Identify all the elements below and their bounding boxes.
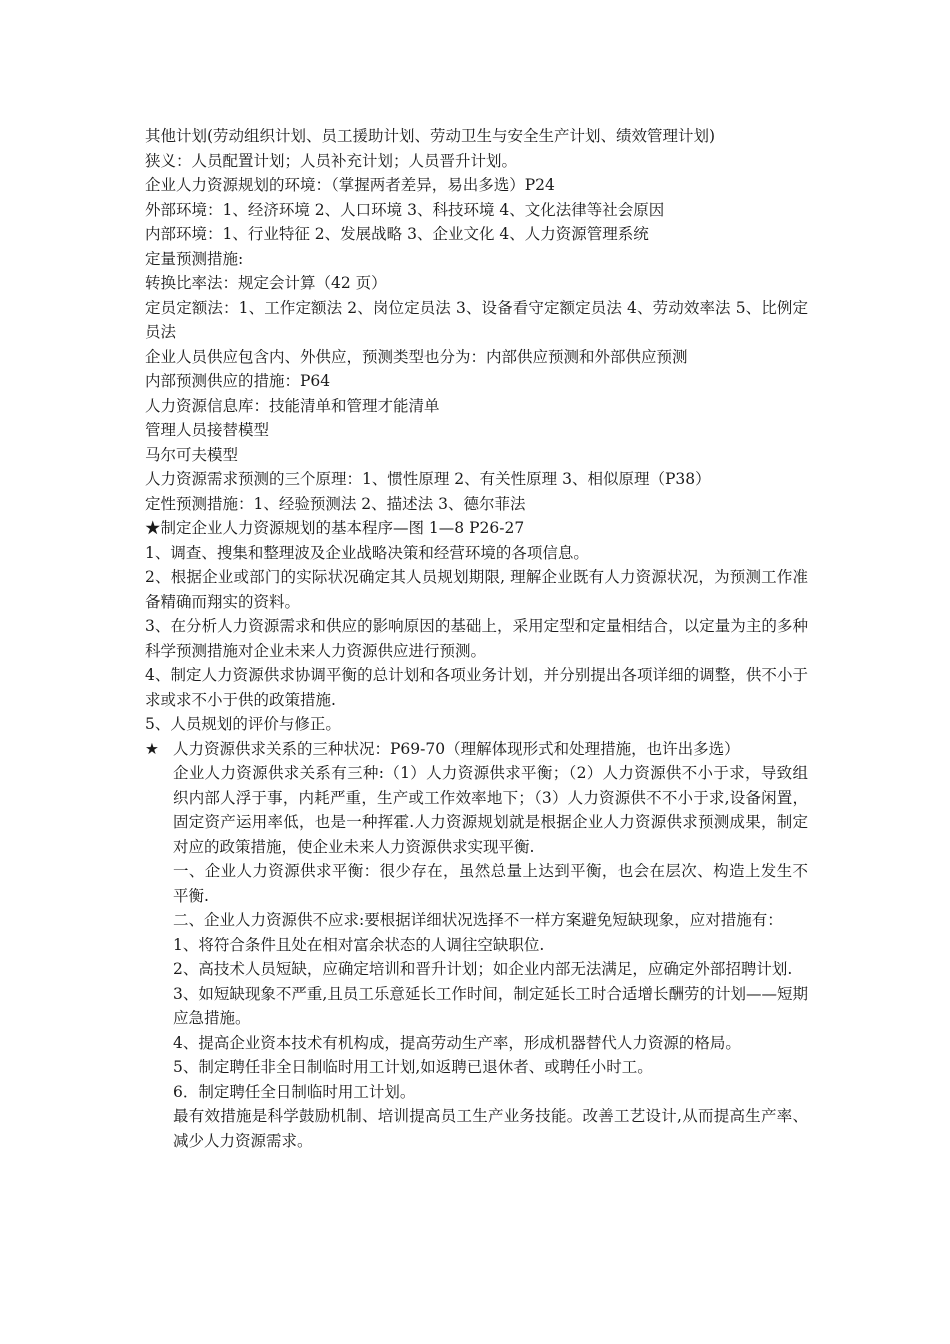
procedure-step: 5、人员规划的评价与修正。 bbox=[145, 715, 341, 733]
text-line: 定量预测措施: bbox=[145, 249, 244, 268]
paragraph: 最有效措施是科学鼓励机制、培训提高员工生产业务技能。改善工艺设计,从而提高生产率、减少人力资源需求。 bbox=[173, 1107, 808, 1150]
text-line: 人力资源需求预测的三个原理：1、惯性原理 2、有关性原理 3、相似原理（P38） bbox=[145, 470, 711, 488]
text-line: 人力资源信息库：技能清单和管理才能清单 bbox=[145, 396, 440, 415]
text-line: 内部预测供应的措施：P64 bbox=[145, 372, 331, 390]
text-line: 转换比率法：规定会计算（42 页） bbox=[145, 274, 387, 292]
section-heading-supply-demand bbox=[145, 737, 808, 762]
measure-item: 1、将符合条件且处在相对富余状态的人调往空缺职位. bbox=[173, 935, 545, 954]
text-line: 其他计划(劳动组织计划、员工援助计划、劳动卫生与安全生产计划、绩效管理计划) bbox=[145, 127, 716, 145]
procedure-step: 1、调查、搜集和整理波及企业战略决策和经营环境的各项信息。 bbox=[145, 543, 589, 562]
document-page bbox=[145, 124, 808, 1153]
section-heading-text: 人力资源供求关系的三种状况：P69-70（理解体现形式和处理措施，也许出多选） bbox=[173, 739, 740, 758]
indented-section bbox=[145, 761, 808, 1153]
measure-item: 6．制定聘任全日制临时用工计划。 bbox=[173, 1082, 416, 1101]
procedure-step: 4、制定人力资源供求协调平衡的总计划和各项业务计划，并分别提出各项详细的调整，供不小于求或求不小于供的政策措施. bbox=[145, 666, 808, 709]
text-line: 外部环境：1、经济环境 2、人口环境 3、科技环境 4、文化法律等社会原因 bbox=[145, 200, 665, 219]
text-line: 定员定额法：1、工作定额法 2、岗位定员法 3、设备看守定额定员法 4、劳动效率法 5、比例定员法 bbox=[145, 298, 808, 341]
paragraph: 一、企业人力资源供求平衡：很少存在，虽然总量上达到平衡，也会在层次、构造上发生不平衡. bbox=[173, 862, 808, 905]
procedure-step: 2、根据企业或部门的实际状况确定其人员规划期限, 理解企业既有人力资源状况，为预测工作准备精确而翔实的资料。 bbox=[145, 568, 808, 611]
paragraph: 企业人力资源供求关系有三种:（1）人力资源供求平衡；（2）人力资源供不小于求，导致组织内部人浮于事，内耗严重，生产或工作效率地下；（3）人力资源供不不小于求,设备闲置，固定资产运用率低，也是一种挥霍.人力资源规划就是根据企业人力资源供求预测成果，制定对应的政策措施，使企业未来人力资源供求实现平衡. bbox=[173, 764, 808, 856]
procedure-step: 3、在分析人力资源需求和供应的影响原因的基础上，采用定型和定量相结合，以定量为主的多种科学预测措施对企业未来人力资源供应进行预测。 bbox=[145, 617, 808, 660]
star-icon: ★ bbox=[145, 739, 159, 758]
text-line: 马尔可夫模型 bbox=[145, 445, 239, 464]
text-line: 管理人员接替模型 bbox=[145, 421, 270, 439]
section-heading: ★制定企业人力资源规划的基本程序—图 1—8 P26-27 bbox=[145, 519, 525, 537]
measure-item: 3、如短缺现象不严重,且员工乐意延长工作时间，制定延长工时合适增长酬劳的计划——短期应急措施。 bbox=[173, 984, 808, 1027]
text-line: 定性预测措施：1、经验预测法 2、描述法 3、德尔菲法 bbox=[145, 494, 526, 513]
text-line: 内部环境：1、行业特征 2、发展战略 3、企业文化 4、人力资源管理系统 bbox=[145, 225, 649, 243]
measure-item: 5、制定聘任非全日制临时用工计划,如返聘已退休者、或聘任小时工。 bbox=[173, 1058, 653, 1076]
text-line: 狭义：人员配置计划；人员补充计划；人员晋升计划。 bbox=[145, 151, 518, 170]
paragraph: 二、企业人力资源供不应求:要根据详细状况选择不一样方案避免短缺现象，应对措施有： bbox=[173, 911, 783, 929]
text-line: 企业人力资源规划的环境：（掌握两者差异，易出多选）P24 bbox=[145, 176, 555, 194]
measure-item: 4、提高企业资本技术有机构成，提高劳动生产率，形成机器替代人力资源的格局。 bbox=[173, 1033, 741, 1052]
measure-item: 2、高技术人员短缺，应确定培训和晋升计划；如企业内部无法满足，应确定外部招聘计划. bbox=[173, 960, 793, 978]
text-line: 企业人员供应包含内、外供应，预测类型也分为：内部供应预测和外部供应预测 bbox=[145, 347, 688, 366]
